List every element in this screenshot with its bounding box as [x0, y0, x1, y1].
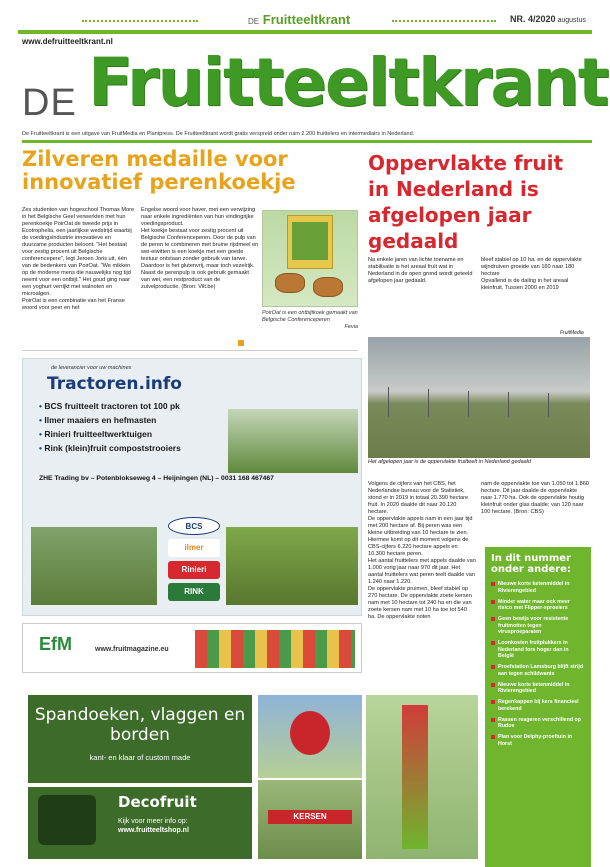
spandoeken-title: Spandoeken, vlaggen en borden: [34, 705, 246, 745]
divider: [22, 350, 358, 351]
sidebar-item[interactable]: Minder water maar ook meer risico met Flipper-sproeiers: [491, 599, 585, 612]
sidebar-item[interactable]: Proefstation Lamsburg blijft strijd aan tegen schildwants: [491, 664, 585, 677]
tractor-photo: [228, 409, 358, 473]
article2-headline[interactable]: Oppervlakte fruit in Nederland is afgelopen jaar gedaald: [368, 151, 564, 253]
small-logo: DE Fruitteeltkrant: [248, 12, 351, 27]
photo-credit: Fevia: [344, 324, 358, 330]
issue-number: NR. 4/2020 augustus: [510, 14, 586, 24]
ad-item: • Rink (klein)fruit compoststrooiers: [39, 441, 181, 455]
product-box: [287, 215, 333, 269]
orchard-caption: Het afgelopen jaar is de oppervlakte fruitteelt in Nederland gedaald: [368, 459, 531, 465]
ad-address: ZHE Trading bv – Potenblokseweg 4 – Heijningen (NL) – 0031 168 467467: [39, 475, 274, 482]
photo-caption: PoirOat is een ontbijtkoek gemaakt van Belgische Conferenceperen Fevia: [262, 310, 358, 330]
rink-logo: RINK: [168, 583, 220, 601]
mower-photo: [31, 527, 157, 605]
cookie-1: [275, 273, 305, 293]
fruitteeltshop-logo: [38, 795, 96, 845]
kersen-sign-photo: [258, 780, 362, 859]
beach-flag: [402, 705, 428, 849]
ilmer-logo: ilmer: [168, 539, 220, 557]
cookie-2: [313, 277, 343, 297]
ad-kicker: de leverancier voor uw machines: [51, 365, 132, 371]
kersen-sign: KERSEN: [268, 810, 352, 824]
decofruit-ad[interactable]: [28, 787, 252, 859]
product-photo: [262, 210, 358, 307]
spreader-photo: [226, 527, 358, 605]
ad-brand: Tractoren.info: [47, 374, 182, 394]
masthead-de: DE: [22, 82, 77, 124]
ad-item: • BCS fruitteelt tractoren tot 100 pk: [39, 399, 181, 413]
sidebar-item[interactable]: Nieuwe korte ketenmiddel in Rivierengebied: [491, 682, 585, 695]
efm-url[interactable]: www.fruitmagazine.eu: [95, 646, 169, 653]
sidebar-item[interactable]: Loonkosten fruitplukkers in Nederland fors hoger dan in België: [491, 640, 585, 660]
bcs-logo: BCS: [168, 517, 220, 535]
sidebar-item[interactable]: Rassen reageren verschillend op Rudos: [491, 717, 585, 730]
masthead-title: Fruitteeltkrant: [88, 44, 608, 121]
header-dots-right: [392, 20, 496, 22]
in-this-issue-box: [485, 547, 591, 867]
website-link[interactable]: www.defruitteeltkrant.nl: [22, 37, 113, 46]
ad-item: • Rinieri fruitteeltwerktuigen: [39, 427, 181, 441]
article2-col4: nam de oppervlakte toe van 1.050 tot 1.860 hectare. Dit jaar daalde de oppervlakte naar 1.770 ha. Ook de oppervlakte houtig kleinfruit onder glas daalde; van 120 naar 100 hectare. (Bron: CBS): [481, 481, 589, 515]
spandoeken-subtitle: kant- en klaar of custom made: [89, 753, 191, 762]
article1-col2: Engelse woord voor haver, met een verwijzing naar enkele ingrediënten van hun vindingrijke voedingsproduct. Het koekje bestaat voor zestig procent uit Belgische Conferenceperen. Door de pulp van de peren te combineren met bruine rijstmeel en wei-eiwitten is een koekje met een goede textuur ontstaan zonder gebruik van tarwe. Daardoor is het glutenvrij, maar toch vezelrijk. Naast de perenpulp is ook gebruik gemaakt van wei, een restproduct van de zuivelproductie. (Bron: Vilt.be): [141, 207, 259, 290]
giant-apple-photo: [258, 695, 362, 778]
tractoren-ad[interactable]: [22, 358, 362, 616]
ad-item: • Ilmer maaiers en hefmasten: [39, 413, 181, 427]
fruitmagazine-ad[interactable]: [22, 623, 362, 673]
rinieri-logo: Rinieri: [168, 561, 220, 579]
decofruit-title: Decofruit: [118, 793, 197, 811]
sidebar-item[interactable]: Nieuwe korte ketenmiddel in Rivierengebied: [491, 581, 585, 594]
sidebar-item[interactable]: Plan voor Delphy-proeftuin in Horst: [491, 734, 585, 747]
article1-col1: Zes studenten van hogeschool Thomas More in het Belgische Geel verwerkten met hun perenkoekje PoirOat de tweede prijs in Ecotrophelia, een jaarlijkse wedstrijd waarbij de voedingsindustrie innovatieve en duurzame producten beloont. "Het bestaat voor zestig procent uit Belgische conferencepere", legt Jeroen Joris uit, één van de bedenkers van PoirOat. "We mikken op de moderne mens die nauwelijks nog tijd neemt voor een ontbijt." Het goud ging naar een yoghurt verrijkt met walnoten en microalgen. PoirOat is een combinatie van het Franse woord voor peer en het: [22, 207, 135, 311]
header-rule: [18, 30, 592, 34]
header-dots-left: [82, 20, 198, 22]
orchard-photo: [368, 337, 590, 458]
sidebar-item[interactable]: Geen bewijs voor resistente fruitmotten tegen virusproeparaten: [491, 616, 585, 636]
box-label: [292, 222, 328, 260]
beach-flag-photo: [366, 695, 478, 859]
efm-logo: EfM: [39, 634, 72, 654]
article2-col3: Volgens de cijfers van het CBS, het Nederlandse bureau voor de Statistiek, stond er in 2019 in totaal 20.390 hectare fruit. In 2020 daalde dit naar 20.120 hectare. De oppervlakte appels nam in een jaar tijd met 200 hectare af. Bij peren was een kleine uitbreiding van 10 hectare te zien. Hiermee komt op dit moment volgens de CBS-cijfers 6.220 hectare appels en 10.300 hectare peren. Het aantal fruittelers met appels daalde van 1.000 vorig jaar naar 970 dit jaar. Het aantal fruittelers wat peren teelt daalde van 1.240 naar 1.220. De oppervlakte pruimen, bleef stabiel op 270 hectare. De oppervlakte zoete kersen nam met 10 hectare tot 240 ha en die van zoete kersen nam met 10 ha toe tot 540 ha. De oppervlakte noten: [368, 481, 476, 620]
apple-icon: [290, 711, 330, 755]
article2-col1: Na enkele jaren van lichte toename en stabilisatie is het areaal fruit wat in Nederland in de open grond wordt geteeld afgelopen jaar gedaald.: [368, 257, 473, 284]
article1-headline[interactable]: Zilveren medaille voor innovatief perenkoekje: [22, 147, 296, 194]
tagline: De Fruitteeltkrant is een uitgave van FruitMedia en Plantpress. De Fruitteeltkrant wordt gratis verspreid onder ruim 2.200 fruittelers en intermediairs in Nederland.: [22, 131, 592, 143]
article-end-marker: [238, 340, 244, 346]
article2-col2: bleef stabiel op 10 ha. en de oppervlakte wijndruiven groeide van 160 naar 180 hectare Opvallend is de daling in het areaal kleinfruit. Tussen 2000 en 2019: [481, 257, 582, 291]
sidebar-item[interactable]: Regenkappen bij kers financieel berekend: [491, 699, 585, 712]
sidebar-title: In dit nummer onder andere:: [491, 553, 571, 575]
decofruit-info: Kijk voor meer info op: www.fruitteeltshop.nl: [118, 818, 189, 834]
spandoeken-ad[interactable]: [28, 695, 252, 783]
photo-credit-2: FruitMedia: [560, 330, 584, 336]
brand-logos: [168, 517, 220, 605]
magazine-covers: [195, 630, 355, 668]
